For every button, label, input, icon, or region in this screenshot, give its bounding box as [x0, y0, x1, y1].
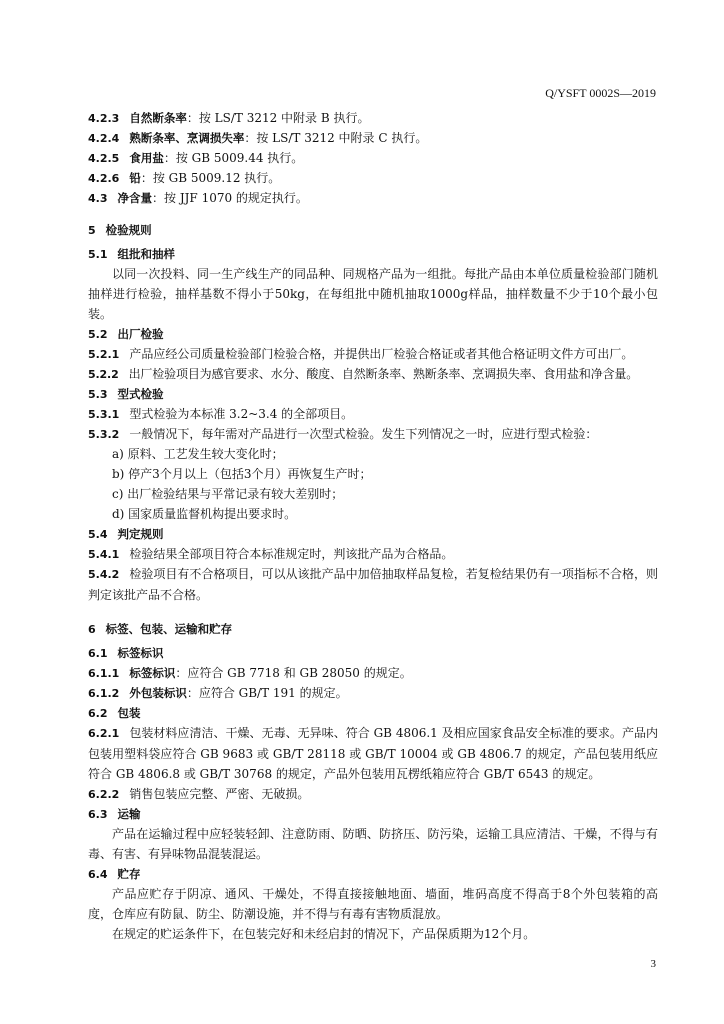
clause-title: 外包装标识 — [129, 686, 187, 700]
section-title: 型式检验 — [117, 387, 164, 401]
clause-6-1-2 — [88, 683, 658, 703]
clause-4-2-5 — [88, 148, 658, 168]
clause-5-4-1 — [88, 544, 658, 564]
clause-number: 5.2.1 — [88, 348, 120, 361]
chapter-number: 6 — [88, 623, 96, 636]
clause-5-2-1 — [88, 344, 658, 364]
clause-5-4-2 — [88, 564, 658, 605]
clause-number: 4.2.4 — [88, 132, 120, 145]
section-5-4-heading — [88, 524, 658, 544]
section-5-1-paragraph: 以同一次投料、同一生产线生产的同品种、同规格产品为一组批。每批产品由本单位质量检验部门随机抽样进行检验，抽样基数不得小于50kg，在每组批中随机抽取1000g样品，抽样数量不少于10个最小包装。 — [88, 267, 658, 321]
clause-text: ：按 GB 5009.12 执行。 — [140, 171, 281, 185]
clause-title: 自然断条率 — [129, 111, 187, 125]
chapter-title: 检验规则 — [105, 223, 152, 237]
clause-number: 5.4.2 — [88, 568, 120, 581]
chapter-number: 5 — [88, 224, 96, 237]
clause-4-2-3 — [88, 108, 658, 128]
list-item: a) 原料、工艺发生较大变化时； — [112, 447, 284, 461]
section-number: 5.2 — [88, 328, 108, 341]
section-number: 5.1 — [88, 248, 108, 261]
clause-text: 出厂检验项目为感官要求、水分、酸度、自然断条率、熟断条率、烹调损失率、食用盐和净含量。 — [128, 367, 639, 381]
section-number: 5.4 — [88, 528, 108, 541]
clause-text: ：按 LS/T 3212 中附录 B 执行。 — [186, 111, 370, 125]
clause-title: 净含量 — [117, 191, 152, 205]
section-6-4-heading — [88, 864, 658, 884]
section-title: 出厂检验 — [117, 327, 164, 341]
clause-number: 6.1.1 — [88, 667, 120, 680]
section-6-3-heading — [88, 804, 658, 824]
section-6-3-paragraph: 产品在运输过程中应轻装轻卸、注意防雨、防晒、防挤压、防污染，运输工具应清洁、干燥，不得与有毒、有害、有异味物品混装混运。 — [88, 827, 658, 861]
clause-5-3-2 — [88, 424, 658, 444]
clause-6-2-1 — [88, 723, 658, 784]
section-title: 贮存 — [117, 867, 141, 881]
section-6-1-heading — [88, 643, 658, 663]
clause-number: 6.1.2 — [88, 687, 120, 700]
clause-text: 检验项目有不合格项目，可以从该批产品中加倍抽取样品复检，若复检结果仍有一项指标不合格，则判定该批产品不合格。 — [88, 567, 658, 602]
clause-text: 一般情况下，每年需对产品进行一次型式检验。发生下列情况之一时，应进行型式检验： — [129, 427, 598, 441]
clause-number: 4.2.5 — [88, 152, 120, 165]
clause-number: 5.2.2 — [88, 368, 119, 381]
clause-text: ：按 LS/T 3212 中附录 C 执行。 — [244, 131, 428, 145]
chapter-title: 标签、包装、运输和贮存 — [105, 622, 233, 636]
clause-number: 5.3.1 — [88, 408, 120, 421]
clause-text: 包装材料应清洁、干燥、无毒、无异味、符合 GB 4806.1 及相应国家食品安全标准的要求。产品内包装用塑料袋应符合 GB 9683 或 GB/T 28118 或 GB/T 10004 或 GB 4806.7 的规定，产品包装用纸应符合 GB 4806.8 或 GB/T 30768 的规定，产品外包装用瓦楞纸箱应符合 GB/T 6543 的规定。 — [88, 726, 658, 781]
list-item: d) 国家质量监督机构提出要求时。 — [112, 507, 297, 521]
list-item: c) 出厂检验结果与平常记录有较大差别时； — [112, 487, 344, 501]
section-6-4-paragraph-1: 产品应贮存于阴凉、通风、干燥处，不得直接接触地面、墙面，堆码高度不得高于8个外包装箱的高度，仓库应有防鼠、防尘、防潮设施，并不得与有毒有害物质混放。 — [88, 887, 658, 921]
section-title: 组批和抽样 — [117, 247, 175, 261]
clause-text: ：应符合 GB/T 191 的规定。 — [186, 686, 348, 700]
section-number: 5.3 — [88, 388, 108, 401]
clause-5-3-1 — [88, 404, 658, 424]
clause-5-2-2 — [88, 364, 658, 384]
section-number: 6.2 — [88, 707, 108, 720]
clause-title: 标签标识 — [129, 666, 176, 680]
clause-title: 熟断条率、烹调损失率 — [129, 131, 245, 145]
section-5-3-heading — [88, 384, 658, 404]
clause-6-1-1 — [88, 663, 658, 683]
clause-text: ：按 GB 5009.44 执行。 — [163, 151, 304, 165]
clause-6-2-2 — [88, 784, 658, 804]
clause-number: 4.2.3 — [88, 112, 120, 125]
section-6-2-heading — [88, 703, 658, 723]
clause-4-2-4 — [88, 128, 658, 148]
section-5-2-heading — [88, 324, 658, 344]
section-title: 包装 — [117, 706, 141, 720]
chapter-6-heading — [88, 619, 658, 639]
clause-text: ：按 JJF 1070 的规定执行。 — [152, 191, 308, 205]
clause-number: 4.3 — [88, 192, 108, 205]
section-title: 运输 — [117, 807, 141, 821]
section-title: 标签标识 — [117, 646, 164, 660]
section-title: 判定规则 — [117, 527, 164, 541]
section-number: 6.3 — [88, 808, 108, 821]
section-5-1-heading — [88, 244, 658, 264]
clause-number: 5.3.2 — [88, 428, 120, 441]
clause-text: ：应符合 GB 7718 和 GB 28050 的规定。 — [175, 666, 412, 680]
clause-text: 型式检验为本标准 3.2~3.4 的全部项目。 — [129, 407, 354, 421]
section-number: 6.4 — [88, 868, 108, 881]
document-code: Q/YSFT 0002S—2019 — [545, 86, 656, 100]
clause-title: 食用盐 — [129, 151, 164, 165]
clause-number: 4.2.6 — [88, 172, 120, 185]
document-body — [88, 108, 658, 944]
clause-number: 6.2.2 — [88, 788, 120, 801]
page-number: 3 — [650, 958, 656, 970]
clause-text: 产品应经公司质量检验部门检验合格，并提供出厂检验合格证或者其他合格证明文件方可出厂。 — [129, 347, 634, 361]
clause-number: 5.4.1 — [88, 548, 120, 561]
chapter-5-heading — [88, 220, 658, 240]
section-6-4-paragraph-2: 在规定的贮运条件下，在包装完好和未经启封的情况下，产品保质期为12个月。 — [112, 927, 536, 941]
clause-title: 铅 — [129, 171, 141, 185]
section-number: 6.1 — [88, 647, 108, 660]
clause-text: 销售包装应完整、严密、无破损。 — [129, 787, 310, 801]
clause-number: 6.2.1 — [88, 727, 120, 740]
list-item: b) 停产3个月以上（包括3个月）再恢复生产时； — [112, 467, 372, 481]
clause-4-2-6 — [88, 168, 658, 188]
clause-4-3 — [88, 188, 658, 208]
clause-text: 检验结果全部项目符合本标准规定时，判该批产品为合格品。 — [129, 547, 454, 561]
